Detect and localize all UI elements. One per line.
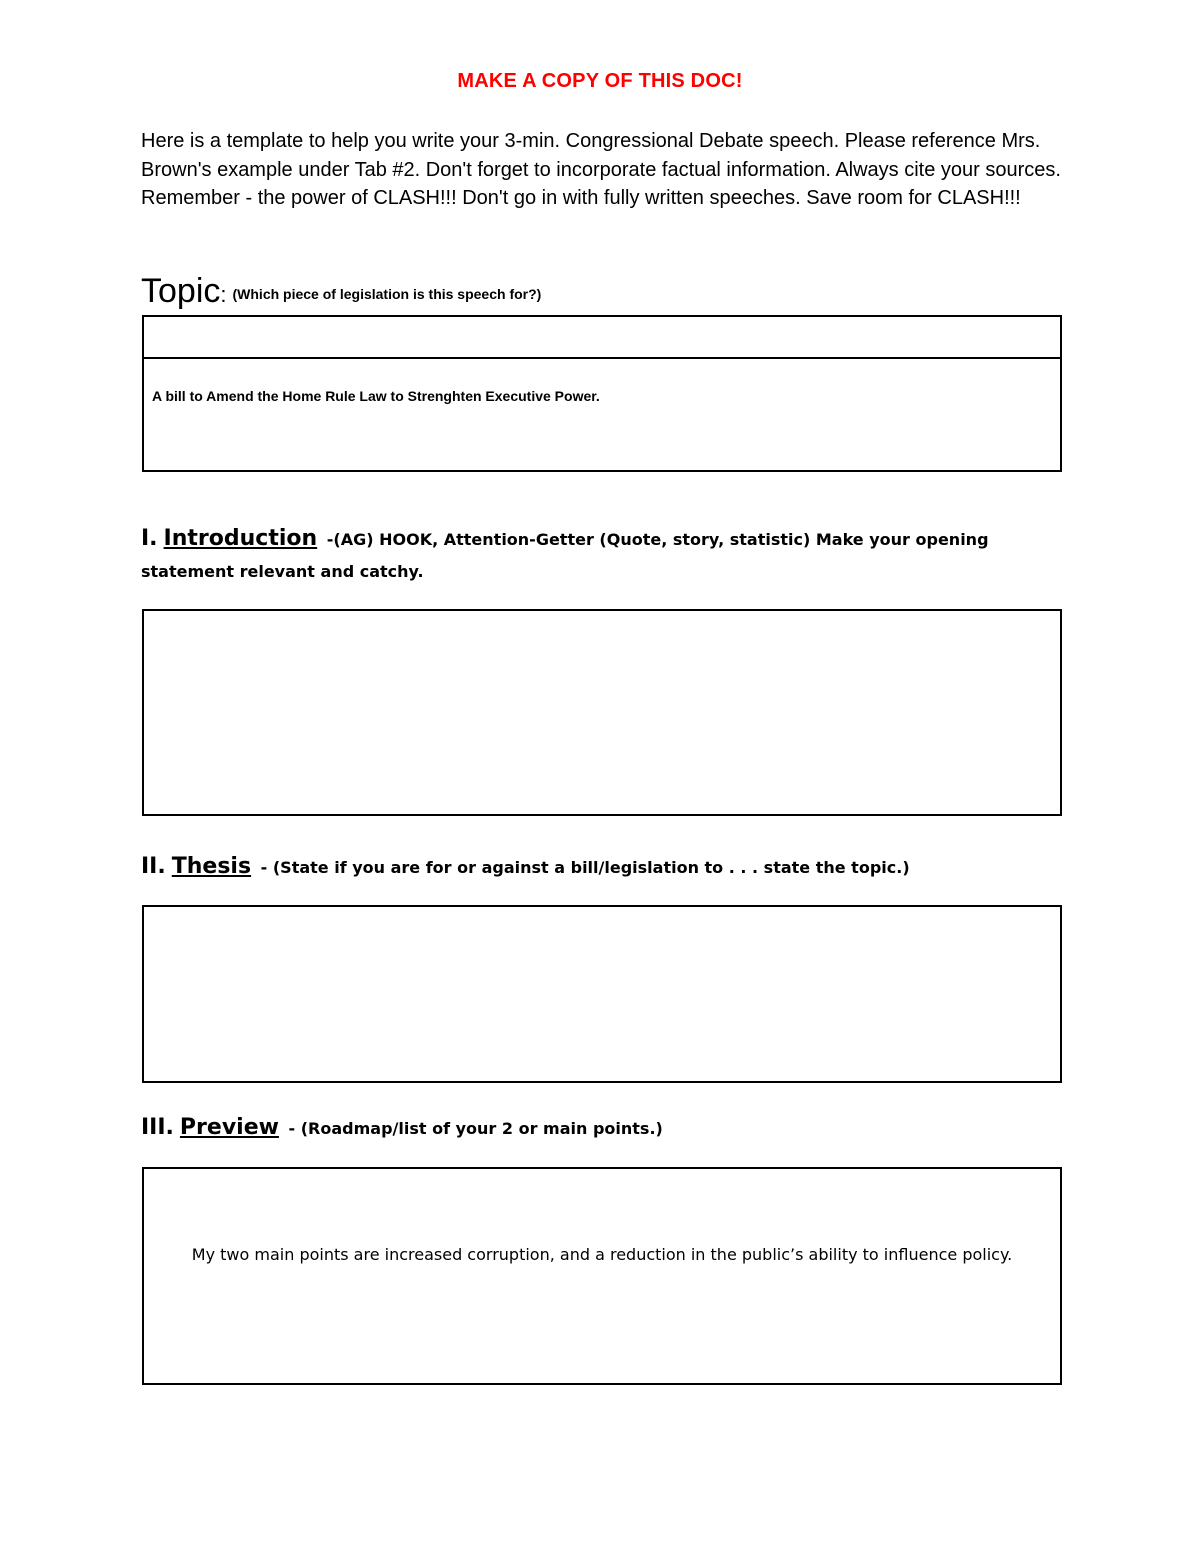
introduction-input-box[interactable] <box>142 609 1062 816</box>
topic-box-divider <box>144 357 1060 359</box>
thesis-title: Thesis <box>171 854 252 879</box>
thesis-number: II. <box>141 854 166 879</box>
topic-value[interactable]: A bill to Amend the Home Rule Law to Strenghten Executive Power. <box>152 388 600 404</box>
introduction-number: I. <box>141 526 158 551</box>
make-a-copy-banner: MAKE A COPY OF THIS DOC! <box>457 70 743 92</box>
topic-title: Topic <box>141 272 221 310</box>
preview-number: III. <box>141 1115 174 1140</box>
topic-heading <box>141 272 541 311</box>
preview-value[interactable]: My two main points are increased corruption, and a reduction in the public’s ability to influence policy. <box>191 1245 1013 1264</box>
introduction-title: Introduction <box>163 526 318 551</box>
topic-hint: (Which piece of legislation is this speech for?) <box>232 286 542 302</box>
thesis-input-box[interactable] <box>142 905 1062 1083</box>
thesis-heading <box>141 851 1071 884</box>
instructions-paragraph: Here is a template to help you write your 3-min. Congressional Debate speech. Please reference Mrs. Brown's example under Tab #2. Don't forget to incorporate factual information. Always cite your sources. Remember - the power of CLASH!!! Don't go in with fully written speeches. Save room for CLASH!!! <box>141 130 1061 209</box>
preview-title: Preview <box>179 1115 279 1140</box>
preview-input-box[interactable] <box>142 1167 1062 1385</box>
topic-colon: : <box>220 282 227 307</box>
thesis-description: - (State if you are for or against a bill/legislation to . . . state the topic.) <box>260 858 910 877</box>
preview-heading <box>141 1112 1071 1145</box>
preview-description: - (Roadmap/list of your 2 or main points.) <box>288 1119 663 1138</box>
introduction-description: -(AG) HOOK, Attention-Getter (Quote, story, statistic) Make your opening statement relevant and catchy. <box>141 530 989 581</box>
topic-input-box[interactable] <box>142 315 1062 472</box>
introduction-heading <box>141 523 1071 588</box>
